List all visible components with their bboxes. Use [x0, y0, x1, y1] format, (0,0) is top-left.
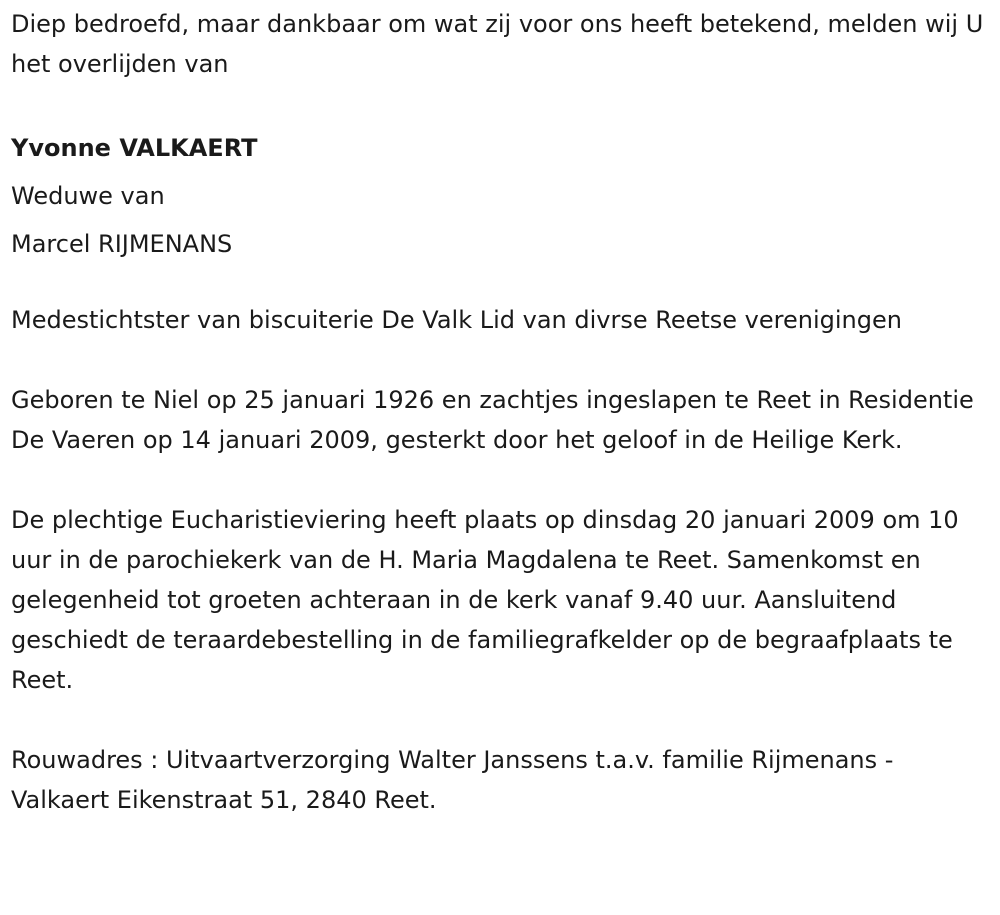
- deceased-name: Yvonne VALKAERT: [11, 134, 258, 162]
- birth-death-paragraph: Geboren te Niel op 25 januari 1926 en zachtjes ingeslapen te Reet in Residentie De Vaeren op 14 januari 2009, gesterkt door het geloof in de Heilige Kerk.: [11, 386, 974, 454]
- intro-paragraph: Diep bedroefd, maar dankbaar om wat zij voor ons heeft betekend, melden wij U het overlijden van: [11, 10, 984, 78]
- description-paragraph: Medestichtster van biscuiterie De Valk Lid van divrse Reetse verenigingen: [11, 306, 902, 334]
- obituary-notice: [11, 4, 996, 820]
- ceremony-paragraph: De plechtige Eucharistieviering heeft plaats op dinsdag 20 januari 2009 om 10 uur in de parochiekerk van de H. Maria Magdalena te Reet. Samenkomst en gelegenheid tot groeten achteraan in de kerk vanaf 9.40 uur. Aansluitend geschiedt de teraardebestelling in de familiegrafkelder op de begraafplaats te Reet.: [11, 506, 959, 694]
- address-paragraph: Rouwadres : Uitvaartverzorging Walter Janssens t.a.v. familie Rijmenans - Valkaert Eikenstraat 51, 2840 Reet.: [11, 746, 894, 814]
- relation-label: Weduwe van: [11, 182, 165, 210]
- spouse-name: Marcel RIJMENANS: [11, 230, 233, 258]
